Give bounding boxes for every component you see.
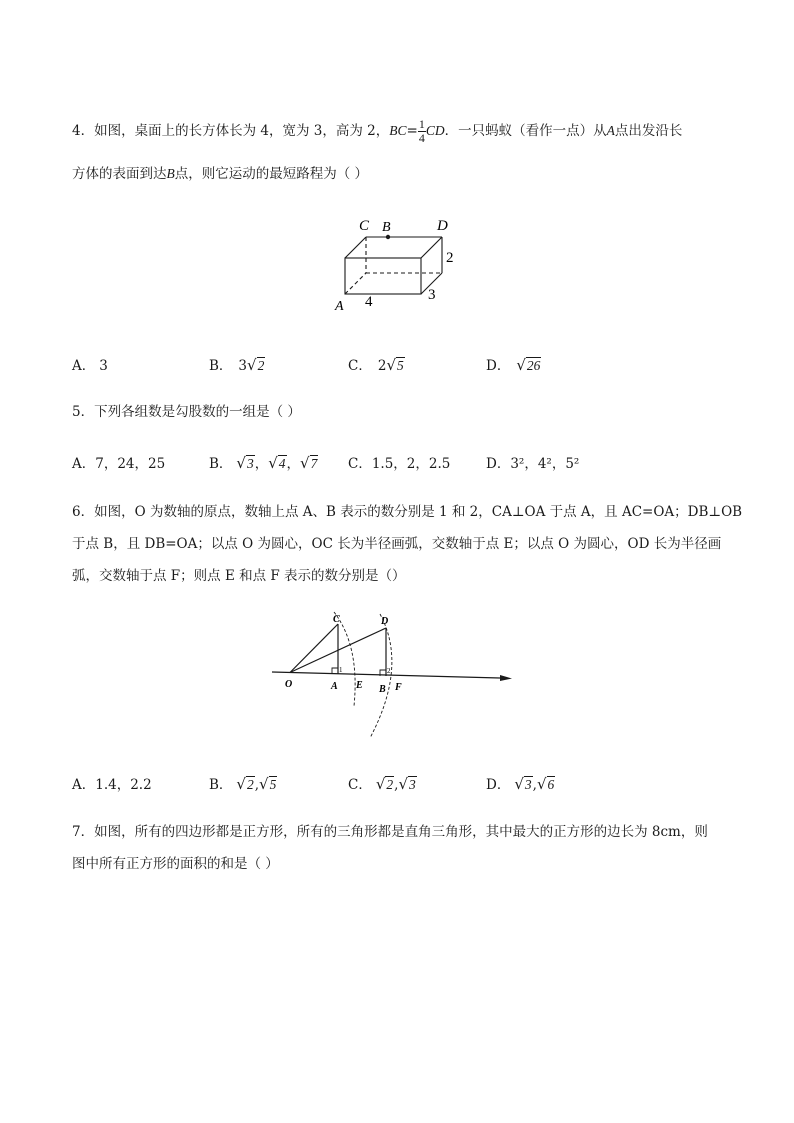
option-radicand: 5 bbox=[269, 777, 277, 792]
cuboid-front-face bbox=[345, 258, 421, 294]
q7-line2: 图中所有正方形的面积的和是（ ） bbox=[72, 856, 279, 872]
q4-text-part: ．一只蚂蚁（看作一点）从 bbox=[444, 123, 607, 139]
sqrt-icon: √ bbox=[514, 775, 524, 793]
label-2: 2 bbox=[387, 667, 391, 675]
option-radicand: 6 bbox=[547, 777, 555, 792]
q5-option-d[interactable]: D．3²，4²，5² bbox=[486, 456, 580, 472]
option-letter: B． bbox=[209, 777, 233, 793]
q4-fraction bbox=[418, 118, 426, 145]
option-letter: D． bbox=[486, 358, 511, 374]
sqrt-icon: √ bbox=[516, 356, 526, 374]
label-b: B bbox=[379, 684, 386, 695]
cuboid-figure bbox=[330, 212, 470, 314]
label-b: B bbox=[382, 220, 391, 235]
option-coef: 2 bbox=[377, 358, 387, 374]
q6-option-d[interactable] bbox=[486, 773, 555, 793]
sqrt-icon: √ bbox=[236, 454, 246, 472]
number-line-figure bbox=[268, 606, 518, 746]
option-radicand: 3 bbox=[409, 777, 416, 792]
sqrt-icon: √ bbox=[536, 775, 547, 793]
arrow-icon bbox=[500, 675, 512, 681]
option-radicand: 3 bbox=[524, 777, 532, 792]
q5-text: 5．下列各组数是勾股数的一组是（ ） bbox=[72, 404, 301, 420]
label-height: 2 bbox=[446, 250, 454, 266]
q5-option-a[interactable]: A．7，24，25 bbox=[72, 456, 166, 472]
sqrt-icon: √ bbox=[375, 775, 386, 793]
label-f: F bbox=[395, 682, 402, 693]
label-a: A bbox=[331, 681, 338, 692]
q6-option-a[interactable]: A．1.4，2.2 bbox=[72, 777, 152, 793]
label-c: C bbox=[333, 614, 340, 625]
option-letter: B． bbox=[209, 358, 233, 374]
option-radicand: 2 bbox=[257, 358, 265, 373]
q5-option-b[interactable] bbox=[209, 452, 318, 472]
q6-line2: 于点 B，且 DB=OA；以点 O 为圆心，OC 长为半径画弧，交数轴于点 E；以点 O 为圆心，OD 长为半径画 bbox=[72, 536, 722, 552]
q4-text-part: 点出发沿长 bbox=[614, 123, 683, 139]
option-letter: A． bbox=[72, 358, 96, 374]
q4-text-part: 方体的表面到达 bbox=[72, 166, 167, 182]
q4-option-b[interactable] bbox=[209, 354, 265, 374]
separator: ， bbox=[254, 456, 269, 472]
sqrt-icon: √ bbox=[398, 775, 409, 793]
option-radicand: 3 bbox=[246, 456, 254, 471]
sqrt-icon: √ bbox=[247, 356, 257, 374]
q7-line1: 7．如图，所有的四边形都是正方形，所有的三角形都是直角三角形，其中最大的正方形的边长为 8cm，则 bbox=[72, 824, 708, 840]
separator: ， bbox=[286, 456, 301, 472]
label-1: 1 bbox=[339, 666, 343, 674]
q4-line2 bbox=[72, 164, 368, 184]
separator: , bbox=[532, 777, 537, 793]
option-radicand: 7 bbox=[310, 456, 318, 471]
q4-formula-eq: = bbox=[406, 123, 418, 139]
option-radicand: 26 bbox=[526, 358, 541, 373]
label-length: 4 bbox=[365, 294, 373, 310]
sqrt-icon: √ bbox=[259, 775, 269, 793]
q4-text-part: 4．如图，桌面上的长方体长为 4，宽为 3，高为 2， bbox=[72, 123, 390, 139]
q6-line1: 6．如图，O 为数轴的原点，数轴上点 A、B 表示的数分别是 1 和 2，CA⊥OA 于点 A，且 AC=OA；DB⊥OB bbox=[72, 504, 743, 520]
q6-option-b[interactable] bbox=[209, 773, 277, 793]
q4-option-c[interactable] bbox=[348, 354, 405, 374]
q4-point-b: B bbox=[166, 166, 175, 181]
sqrt-icon: √ bbox=[268, 454, 278, 472]
label-a: A bbox=[335, 299, 344, 314]
option-radicand: 5 bbox=[397, 358, 404, 373]
q6-option-c[interactable] bbox=[348, 773, 417, 793]
option-letter: B． bbox=[209, 456, 233, 472]
sqrt-icon: √ bbox=[236, 775, 246, 793]
option-radicand: 2 bbox=[386, 777, 394, 792]
label-d: D bbox=[381, 616, 389, 627]
q4-text-part: 点，则它运动的最短路程为（ ） bbox=[174, 166, 369, 182]
option-coef: 3 bbox=[238, 358, 248, 374]
option-letter: D． bbox=[486, 777, 511, 793]
q4-formula-cd: CD bbox=[425, 123, 445, 138]
option-radicand: 2 bbox=[246, 777, 254, 792]
q4-frac-den: 4 bbox=[418, 131, 425, 145]
q4-frac-num: 1 bbox=[418, 117, 425, 131]
label-d: D bbox=[437, 218, 448, 234]
label-o: O bbox=[285, 679, 293, 690]
q4-formula-bc: BC bbox=[389, 123, 407, 138]
sqrt-icon: √ bbox=[300, 454, 310, 472]
option-letter: C． bbox=[348, 777, 372, 793]
label-e: E bbox=[356, 680, 363, 691]
q4-point-a: A bbox=[606, 123, 615, 138]
separator: , bbox=[394, 777, 399, 793]
sqrt-icon: √ bbox=[386, 356, 396, 374]
q5-option-c[interactable]: C．1.5，2，2.5 bbox=[348, 456, 451, 472]
separator: , bbox=[254, 777, 260, 793]
label-c: C bbox=[359, 218, 370, 234]
option-radicand: 4 bbox=[278, 456, 286, 471]
q4-option-d[interactable] bbox=[486, 354, 541, 374]
q4-line1 bbox=[72, 118, 682, 145]
option-letter: C． bbox=[348, 358, 372, 374]
point-b-dot bbox=[386, 235, 390, 239]
label-width: 3 bbox=[428, 287, 436, 303]
q4-option-a[interactable] bbox=[72, 354, 108, 374]
option-value: 3 bbox=[99, 358, 108, 374]
q6-line3: 弧，交数轴于点 F；则点 E 和点 F 表示的数分别是（） bbox=[72, 568, 406, 584]
